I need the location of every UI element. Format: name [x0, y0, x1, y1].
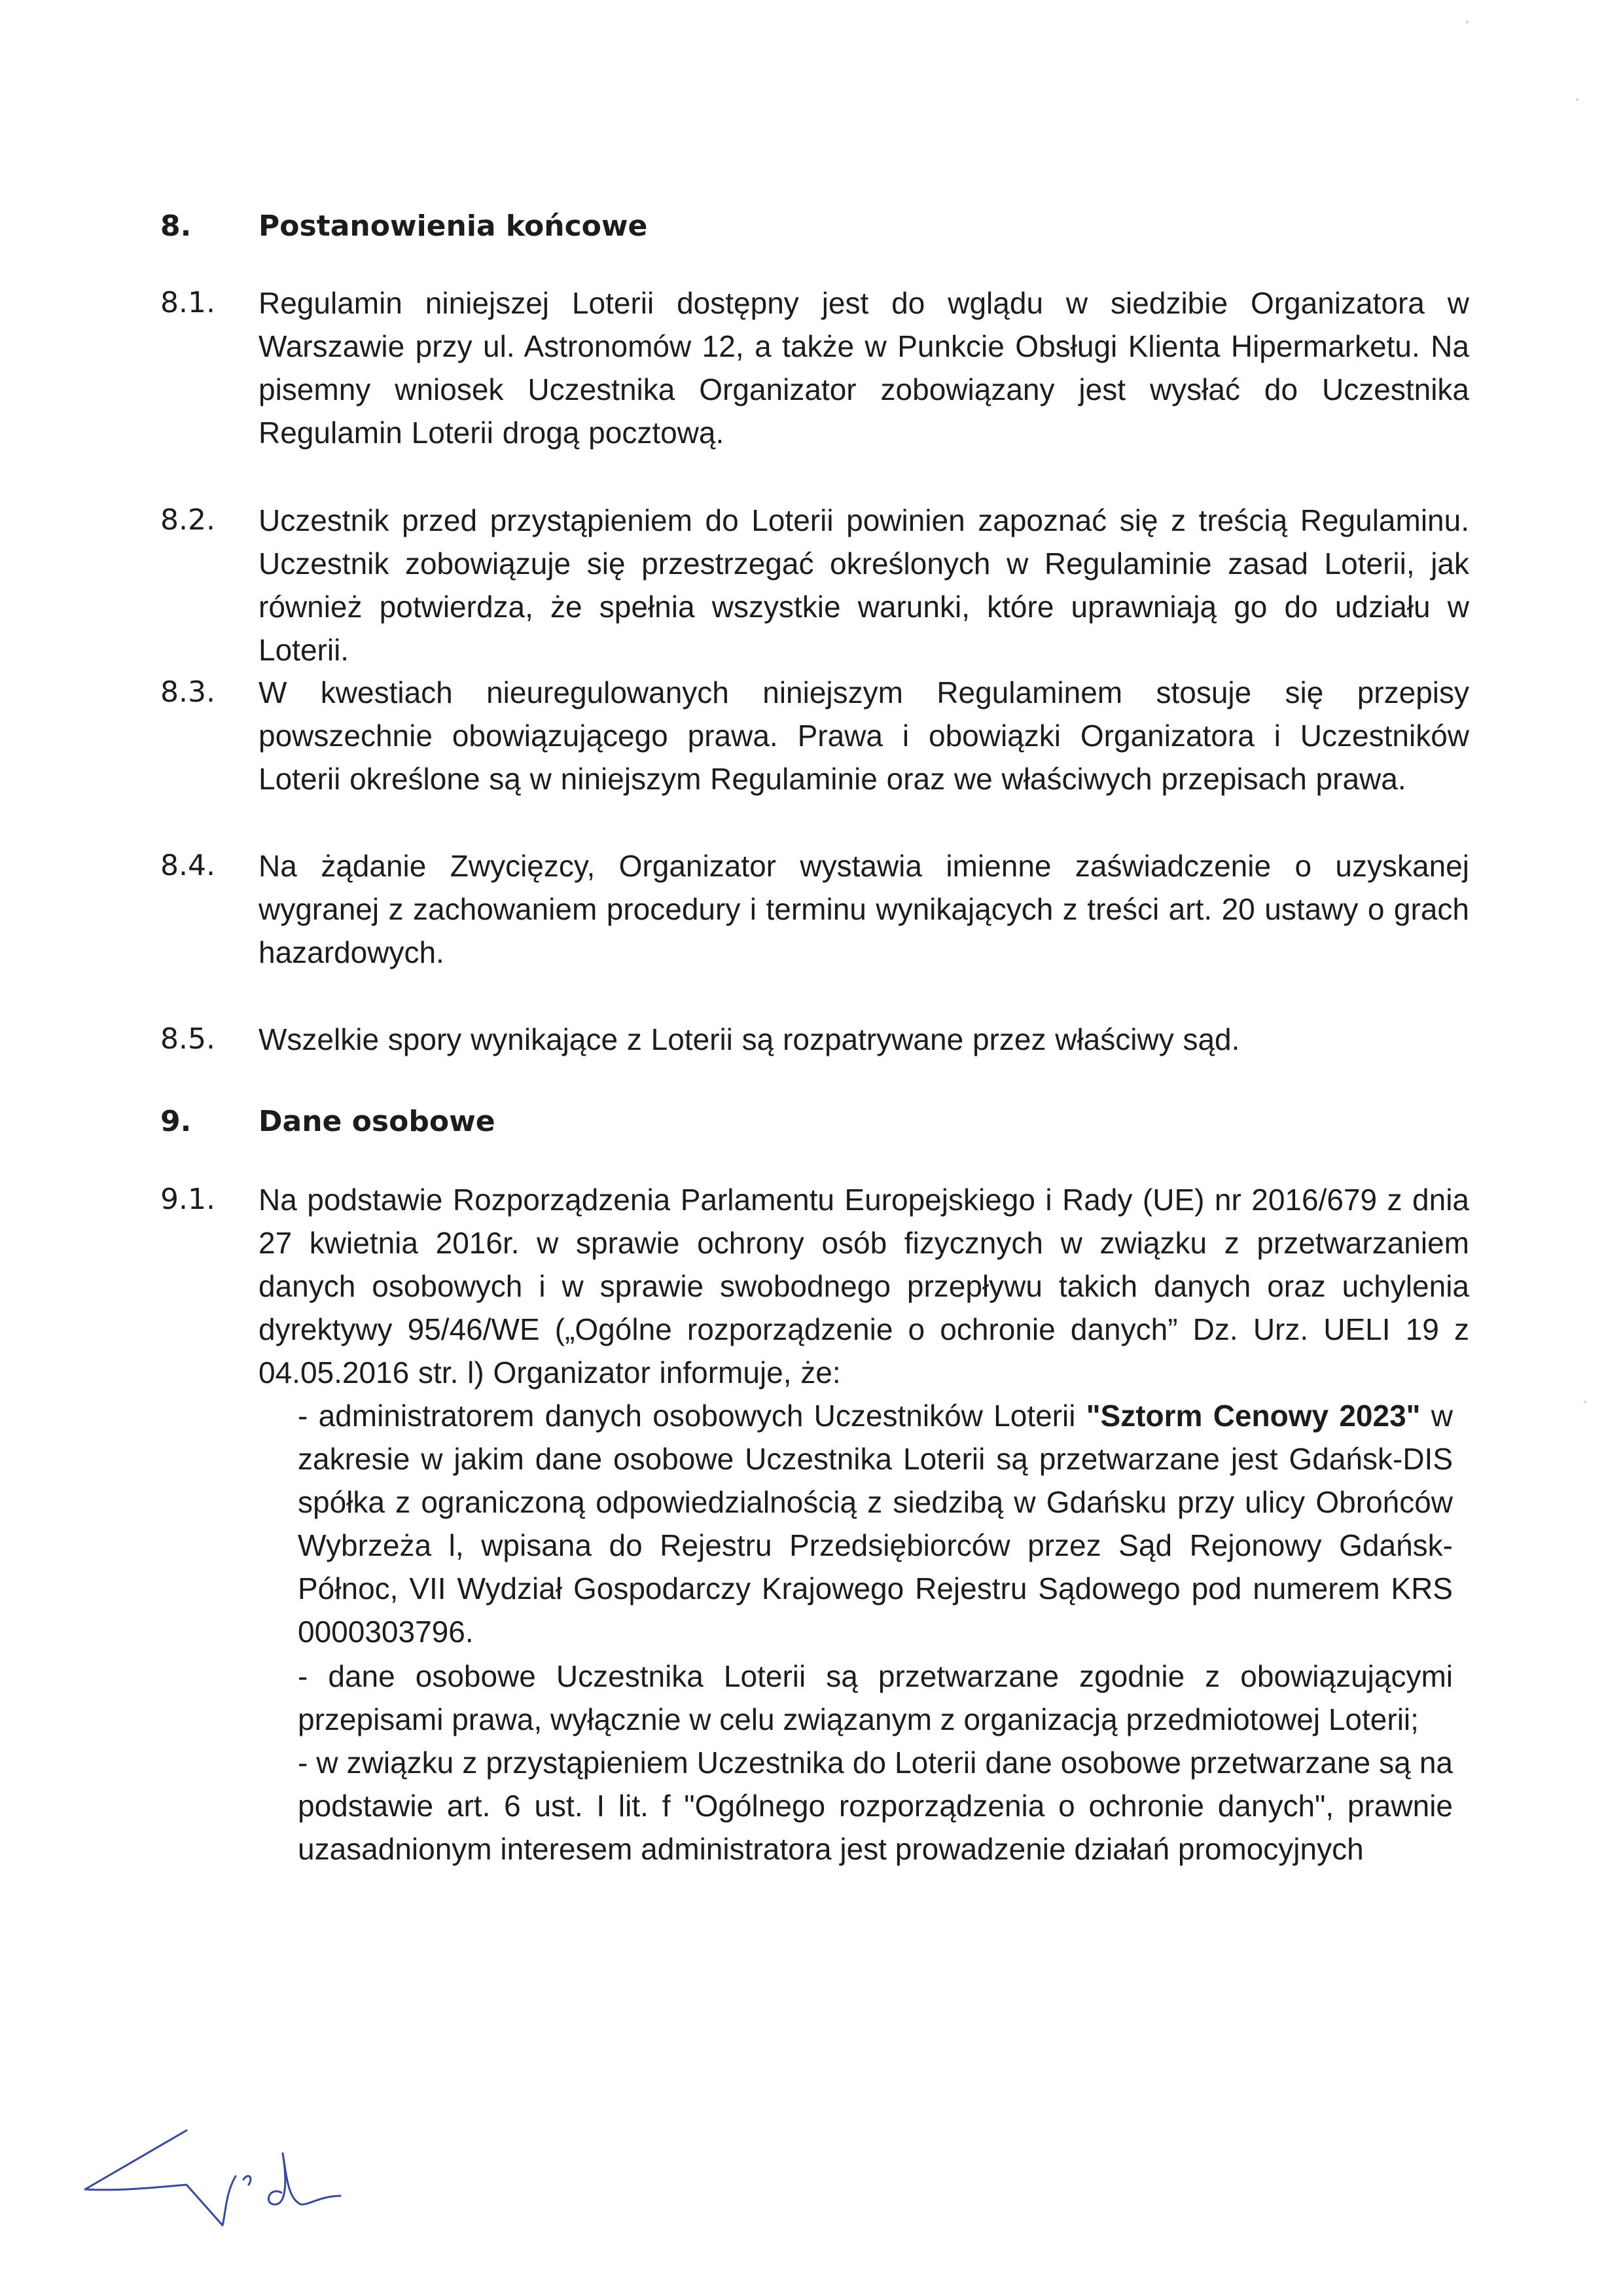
bullet-text: - dane osobowe Uczestnika Loterii są przetwarzane zgodnie z obowiązującymi przepisami prawa, wyłącznie w celu związanym z organizacją przedmiotowej Loterii;	[298, 1659, 1453, 1736]
handwritten-signature-icon	[72, 2114, 347, 2245]
scan-speck	[1584, 1401, 1586, 1403]
bullet-processing-purpose	[298, 1655, 1453, 1741]
paragraph-8-5	[160, 1018, 1469, 1061]
paragraph-8-2	[160, 499, 1469, 672]
paragraph-text: Na podstawie Rozporządzenia Parlamentu Europejskiego i Rady (UE) nr 2016/679 z dnia 27 kwietnia 2016r. w sprawie ochrony osób fizycznych w związku z przetwarzaniem danych osobowych i w sprawie swobodnego przepływu takich danych oraz uchylenia dyrektywy 95/46/WE („Ogólne rozporządzenie o ochronie danych” Dz. Urz. UELI 19 z 04.05.2016 str. l) Organizator informuje, że:	[259, 1183, 1469, 1390]
section-title: Dane osobowe	[259, 1105, 495, 1138]
paragraph-number: 8.2.	[160, 503, 215, 537]
paragraph-text: Uczestnik przed przystąpieniem do Loterii powinien zapoznać się z treścią Regulaminu. Uczestnik zobowiązuje się przestrzegać określonych w Regulaminie zasad Loterii, jak również potwierdza, że spełnia wszystkie warunki, które uprawniają go do udziału w Loterii.	[259, 503, 1469, 667]
paragraph-text: W kwestiach nieuregulowanych niniejszym Regulaminem stosuje się przepisy powszechnie obowiązującego prawa. Prawa i obowiązki Organizatora i Uczestników Loterii określone są w niniejszym Regulaminie oraz we właściwych przepisach prawa.	[259, 675, 1469, 796]
paragraph-number: 8.3.	[160, 675, 215, 709]
section-number: 9.	[160, 1105, 192, 1138]
section-number: 8.	[160, 209, 192, 243]
paragraph-9-1	[160, 1178, 1469, 1394]
paragraph-number: 8.5.	[160, 1022, 215, 1056]
paragraph-8-4	[160, 844, 1469, 974]
bullet-administrator	[298, 1394, 1453, 1653]
section-heading-9	[160, 1103, 495, 1140]
scan-speck	[1466, 21, 1469, 24]
paragraph-text: Na żądanie Zwycięzcy, Organizator wystawia imienne zaświadczenie o uzyskanej wygranej z zachowaniem procedury i terminu wynikających z treści art. 20 ustawy o grach hazardowych.	[259, 849, 1469, 969]
paragraph-8-3	[160, 671, 1469, 800]
paragraph-8-1	[160, 281, 1469, 454]
paragraph-number: 9.1.	[160, 1183, 215, 1216]
bullet-legal-basis	[298, 1741, 1453, 1871]
lottery-name: "Sztorm Cenowy 2023"	[1086, 1399, 1421, 1433]
paragraph-number: 8.4.	[160, 849, 215, 882]
bullet-text-continued: w zakresie w jakim dane osobowe Uczestnika Loterii są przetwarzane jest Gdańsk-DIS spółka z ograniczoną odpowiedzialnością z siedzibą w Gdańsku przy ulicy Obrońców Wybrzeża l, wpisana do Rejestru Przedsiębiorców przez Sąd Rejonowy Gdańsk-Północ, VII Wydział Gospodarczy Krajowego Rejestru Sądowego pod numerem KRS 0000303796.	[298, 1399, 1453, 1649]
paragraph-text: Regulamin niniejszej Loterii dostępny jest do wglądu w siedzibie Organizatora w Warszawie przy ul. Astronomów 12, a także w Punkcie Obsługi Klienta Hipermarketu. Na pisemny wniosek Uczestnika Organizator zobowiązany jest wysłać do Uczestnika Regulamin Loterii drogą pocztową.	[259, 286, 1469, 450]
scan-speck	[1576, 98, 1578, 101]
bullet-text: - w związku z przystąpieniem Uczestnika do Loterii dane osobowe przetwarzane są na podstawie art. 6 ust. I lit. f "Ogólnego rozporządzenia o ochronie danych", prawnie uzasadnionym interesem administratora jest prowadzenie działań promocyjnych	[298, 1746, 1453, 1866]
section-title: Postanowienia końcowe	[259, 209, 648, 243]
bullet-text: - administratorem danych osobowych Uczestników Loterii	[298, 1399, 1086, 1433]
paragraph-number: 8.1.	[160, 286, 215, 319]
paragraph-text: Wszelkie spory wynikające z Loterii są rozpatrywane przez właściwy sąd.	[259, 1022, 1240, 1056]
section-heading-8	[160, 208, 647, 245]
